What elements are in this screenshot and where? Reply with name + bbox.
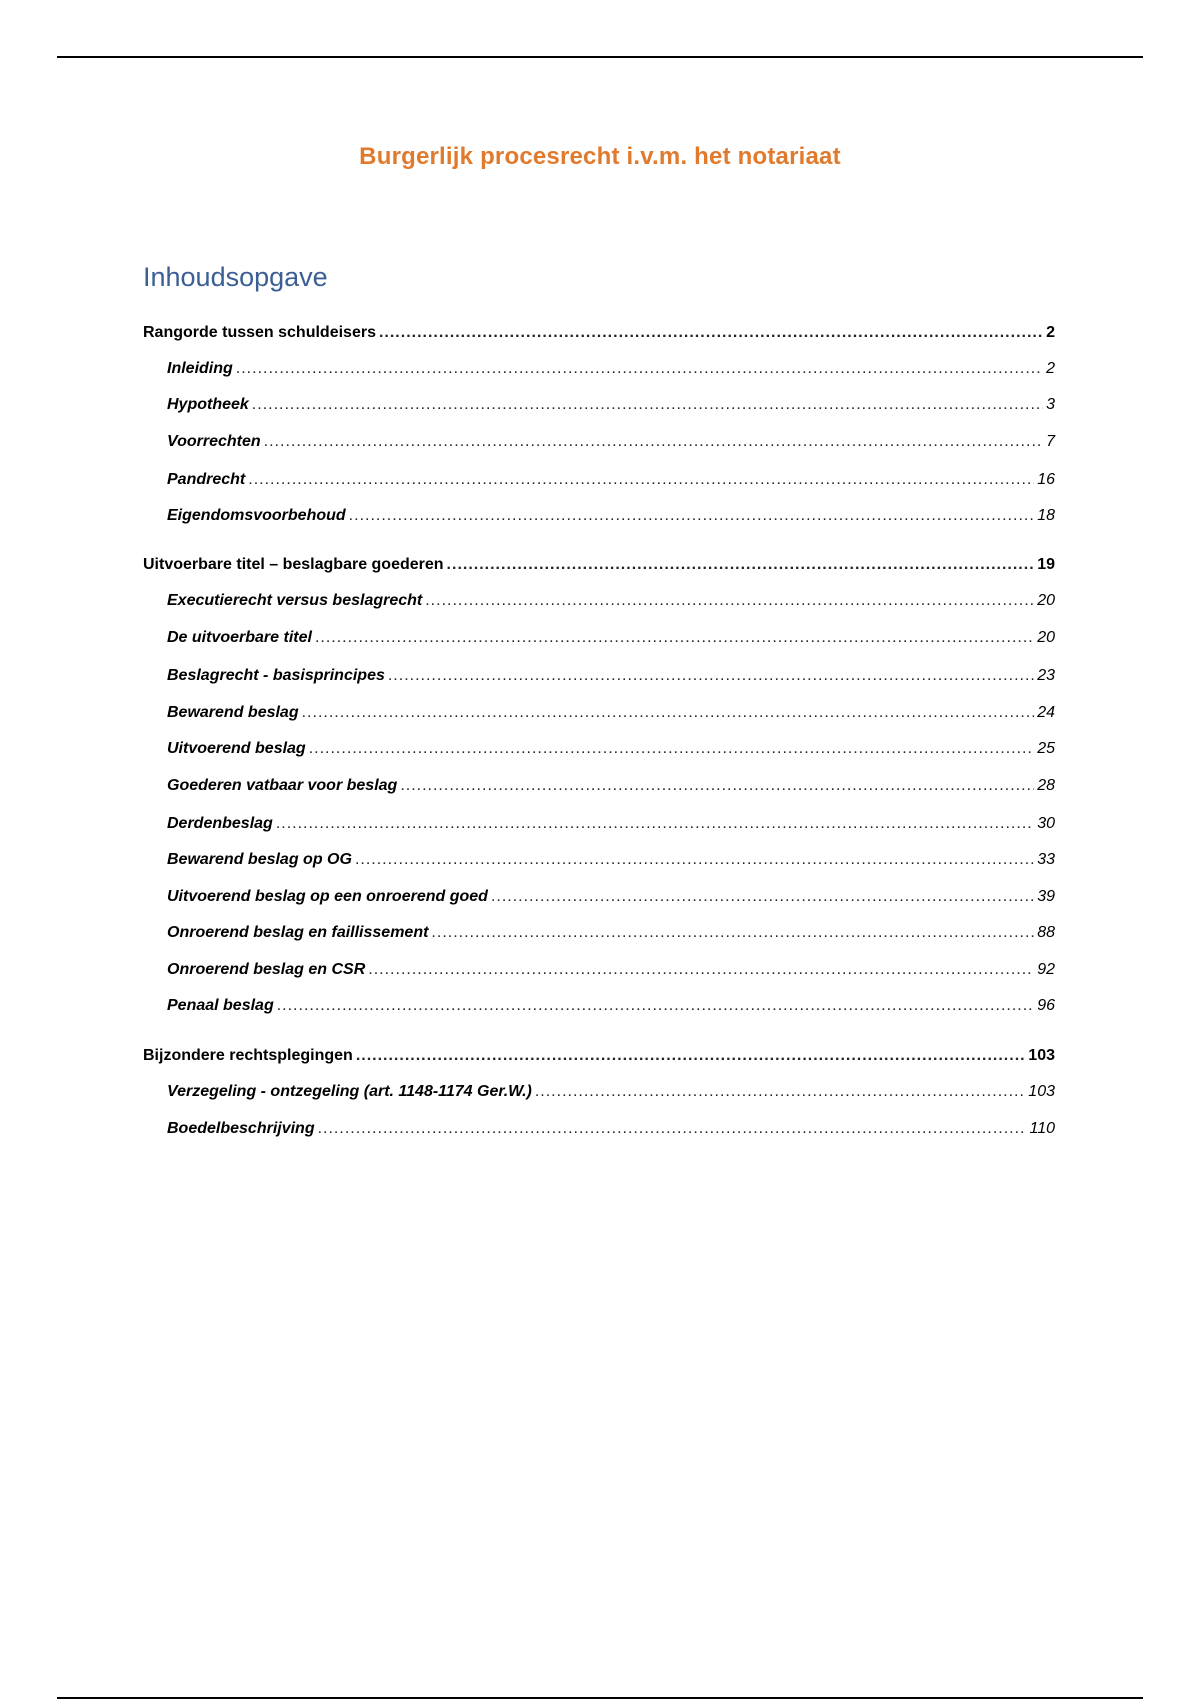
toc-entry-page: 3: [1046, 396, 1055, 413]
toc-leader-dots: [252, 396, 1043, 414]
toc-entry-label: Onroerend beslag en CSR: [167, 961, 366, 978]
toc-entry-label: Onroerend beslag en faillissement: [167, 924, 429, 941]
toc-entry-label: Eigendomsvoorbehoud: [167, 507, 346, 524]
toc-entry[interactable]: [143, 360, 1055, 378]
toc-entry[interactable]: [143, 704, 1055, 722]
toc-leader-dots: [264, 433, 1043, 451]
toc-leader-dots: [491, 888, 1034, 906]
toc-leader-dots: [535, 1083, 1025, 1101]
toc-entry-page: 96: [1037, 997, 1055, 1014]
toc-entry-page: 25: [1037, 740, 1055, 757]
toc-entry[interactable]: [143, 324, 1055, 342]
toc-entry-page: 20: [1037, 592, 1055, 609]
toc-leader-dots: [248, 471, 1034, 489]
toc-entry-page: 28: [1037, 777, 1055, 794]
toc-leader-dots: [400, 777, 1034, 795]
toc-leader-dots: [318, 1120, 1027, 1138]
document-title: Burgerlijk procesrecht i.v.m. het notariaat: [359, 143, 841, 170]
toc-leader-dots: [277, 997, 1034, 1015]
toc-entry-page: 7: [1046, 433, 1055, 450]
toc-entry[interactable]: [143, 1120, 1055, 1138]
toc-entry[interactable]: [143, 777, 1055, 795]
toc-entry[interactable]: [143, 433, 1055, 451]
toc-entry-label: Pandrecht: [167, 471, 246, 488]
toc-entry-label: Goederen vatbaar voor beslag: [167, 777, 398, 794]
toc-entry-label: Executierecht versus beslagrecht: [167, 592, 423, 609]
toc-entry[interactable]: [143, 592, 1055, 610]
toc-entry[interactable]: [143, 667, 1055, 685]
toc-entry-page: 103: [1028, 1083, 1055, 1100]
toc-leader-dots: [276, 815, 1034, 833]
toc-entry[interactable]: [143, 556, 1055, 574]
toc-entry-label: Derdenbeslag: [167, 815, 273, 832]
toc-entry-page: 23: [1037, 667, 1055, 684]
toc-leader-dots: [368, 961, 1034, 979]
toc-entry-label: Voorrechten: [167, 433, 261, 450]
toc-entry-page: 24: [1037, 704, 1055, 721]
toc-entry-label: De uitvoerbare titel: [167, 629, 312, 646]
toc-entry[interactable]: [143, 851, 1055, 869]
toc-leader-dots: [236, 360, 1043, 378]
toc-entry-label: Beslagrecht - basisprincipes: [167, 667, 385, 684]
footer-rule: [57, 1697, 1143, 1699]
toc-leader-dots: [349, 507, 1035, 525]
toc-leader-dots: [309, 740, 1035, 758]
toc-leader-dots: [388, 667, 1034, 685]
toc-leader-dots: [302, 704, 1035, 722]
toc-entry-label: Verzegeling - ontzegeling (art. 1148-1174 Ger.W.): [167, 1083, 532, 1100]
toc-entry-page: 110: [1029, 1120, 1055, 1137]
toc-entry-label: Bijzondere rechtsplegingen: [143, 1047, 353, 1064]
toc-entry-label: Hypotheek: [167, 396, 249, 413]
toc-leader-dots: [315, 629, 1034, 647]
toc-entry-page: 33: [1037, 851, 1055, 868]
toc-entry-page: 18: [1037, 507, 1055, 524]
toc-entry-page: 88: [1037, 924, 1055, 941]
toc-entry-page: 2: [1046, 324, 1055, 341]
toc-entry[interactable]: [143, 471, 1055, 489]
toc-entry-label: Bewarend beslag: [167, 704, 299, 721]
toc-entry-page: 92: [1037, 961, 1055, 978]
toc-entry-label: Penaal beslag: [167, 997, 274, 1014]
toc-entry-label: Uitvoerend beslag op een onroerend goed: [167, 888, 488, 905]
toc-entry-label: Inleiding: [167, 360, 233, 377]
toc-leader-dots: [379, 324, 1043, 342]
toc-entry-page: 39: [1037, 888, 1055, 905]
toc-leader-dots: [356, 1047, 1025, 1065]
toc-entry[interactable]: [143, 740, 1055, 758]
toc-entry-page: 20: [1037, 629, 1055, 646]
toc-entry-page: 103: [1028, 1047, 1055, 1064]
toc-entry-page: 19: [1037, 556, 1055, 573]
toc-entry-label: Boedelbeschrijving: [167, 1120, 315, 1137]
toc-entry[interactable]: [143, 924, 1055, 942]
toc-entry[interactable]: [143, 396, 1055, 414]
toc-entry-label: Bewarend beslag op OG: [167, 851, 352, 868]
toc-entry-page: 16: [1037, 471, 1055, 488]
toc-leader-dots: [425, 592, 1034, 610]
header-rule: [57, 56, 1143, 58]
toc-entry-page: 30: [1037, 815, 1055, 832]
toc-entry[interactable]: [143, 629, 1055, 647]
toc-entry[interactable]: [143, 888, 1055, 906]
toc-entry[interactable]: [143, 961, 1055, 979]
toc-entry-label: Uitvoerend beslag: [167, 740, 306, 757]
toc-entry[interactable]: [143, 815, 1055, 833]
toc-entry-label: Uitvoerbare titel – beslagbare goederen: [143, 556, 444, 573]
toc-entry[interactable]: [143, 1047, 1055, 1065]
toc-entry[interactable]: [143, 507, 1055, 525]
toc-entry[interactable]: [143, 997, 1055, 1015]
toc-heading: Inhoudsopgave: [143, 262, 328, 292]
toc-entry[interactable]: [143, 1083, 1055, 1101]
toc-leader-dots: [431, 924, 1034, 942]
toc-entry-label: Rangorde tussen schuldeisers: [143, 324, 376, 341]
toc-leader-dots: [355, 851, 1034, 869]
toc-leader-dots: [447, 556, 1035, 574]
toc-entry-page: 2: [1046, 360, 1055, 377]
